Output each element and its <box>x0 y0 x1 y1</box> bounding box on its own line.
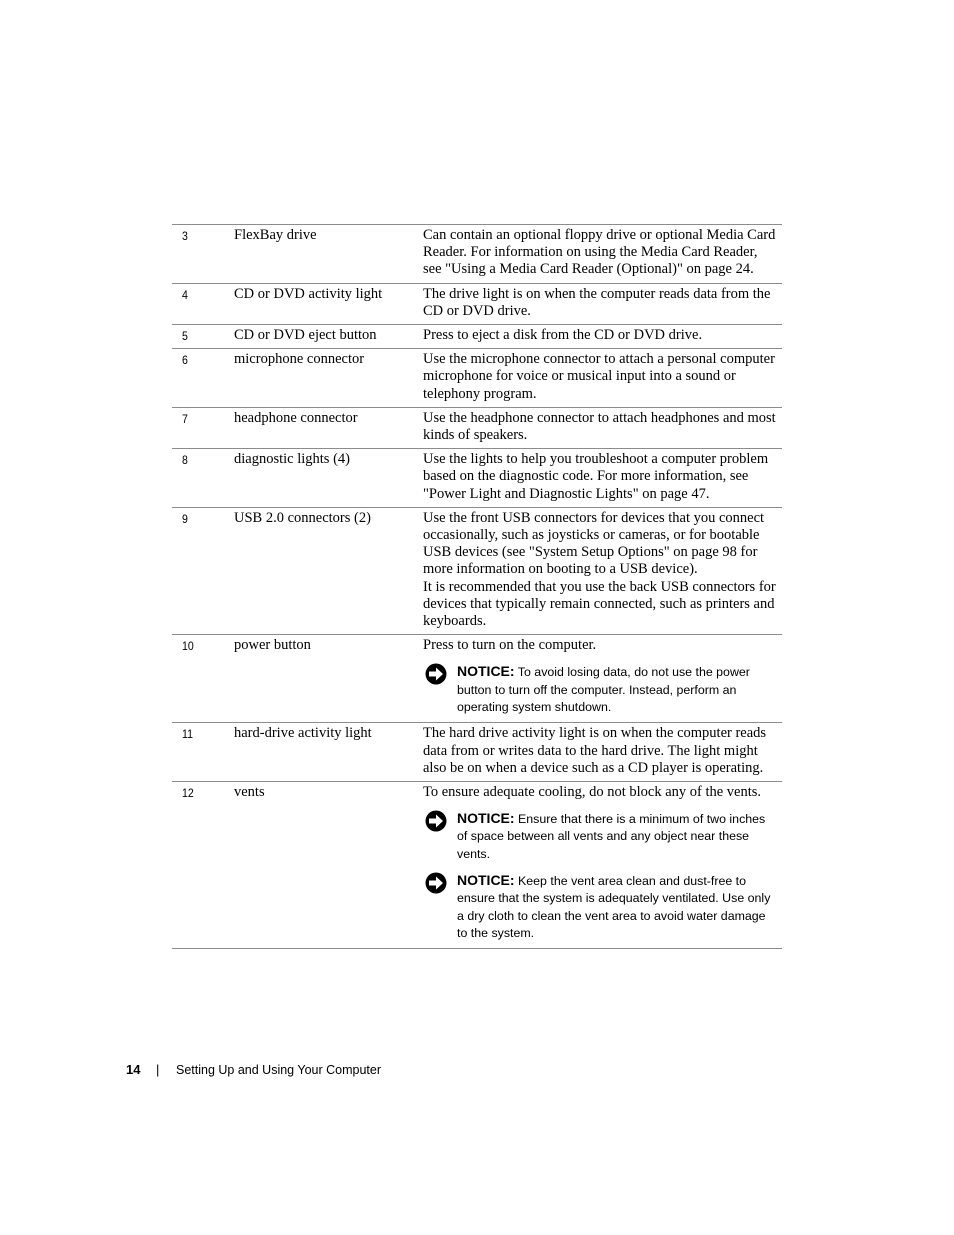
notice-label: NOTICE: <box>457 663 515 680</box>
description-paragraph: Press to eject a disk from the CD or DVD drive. <box>423 327 703 344</box>
notice-box <box>423 810 778 863</box>
item-description <box>423 723 782 782</box>
item-number <box>172 449 234 508</box>
item-name: hard-drive activity light <box>234 723 423 782</box>
notice-arrow-icon <box>425 663 447 685</box>
table-row <box>172 507 782 634</box>
item-description <box>423 283 782 324</box>
item-number-text: 3 <box>182 229 188 243</box>
item-number-text: 7 <box>182 411 188 426</box>
item-number-text: 10 <box>182 639 194 654</box>
section-title: Setting Up and Using Your Computer <box>176 1063 381 1077</box>
item-number-text: 6 <box>182 353 188 368</box>
table-row <box>172 723 782 782</box>
item-name: microphone connector <box>234 349 423 408</box>
item-name: FlexBay drive <box>234 225 423 284</box>
item-name: diagnostic lights (4) <box>234 449 423 508</box>
page-footer <box>126 1062 381 1077</box>
item-description <box>423 449 782 508</box>
description-paragraph: It is recommended that you use the back USB connectors for devices that typically remain connected, such as printers and keyboards. <box>423 578 776 630</box>
item-number <box>172 723 234 782</box>
item-number-text: 4 <box>182 287 188 302</box>
table-row <box>172 225 782 284</box>
item-number-text: 8 <box>182 453 188 468</box>
description-paragraph: The hard drive activity light is on when the computer reads data from or writes data to the hard drive. The light might also be on when a device such as a CD player is operating. <box>423 725 767 776</box>
item-name: vents <box>234 781 423 948</box>
item-number-text: 12 <box>182 785 194 800</box>
component-table <box>172 224 782 949</box>
description-paragraph: Can contain an optional floppy drive or optional Media Card Reader. For information on using the Media Card Reader, see "Using a Media Card Reader (Optional)" on page 24. <box>423 227 776 278</box>
item-description <box>423 349 782 408</box>
item-description <box>423 507 782 634</box>
item-name: USB 2.0 connectors (2) <box>234 507 423 634</box>
notice-text: Ensure that there is a minimum of two inches of space between all vents and any object near these vents. <box>457 812 766 861</box>
description-paragraph: The drive light is on when the computer reads data from the CD or DVD drive. <box>423 285 771 319</box>
item-number <box>172 407 234 448</box>
item-description <box>423 407 782 448</box>
table-row <box>172 325 782 349</box>
description-paragraph: To ensure adequate cooling, do not block any of the vents. <box>423 783 762 800</box>
footer-separator: | <box>156 1062 160 1077</box>
notice-box <box>423 872 778 942</box>
notice-arrow-icon <box>425 810 447 832</box>
item-number-text: 11 <box>182 727 193 742</box>
table-row <box>172 449 782 508</box>
description-paragraph: Use the front USB connectors for devices that you connect occasionally, such as joysticks or cameras, or for bootable USB devices (see "System Setup Options" on page 98 for more information on booting to a USB device). <box>423 509 765 578</box>
item-description <box>423 225 782 284</box>
table-row <box>172 407 782 448</box>
notice-label: NOTICE: <box>457 810 515 827</box>
item-number <box>172 325 234 349</box>
description-paragraph: Use the headphone connector to attach headphones and most kinds of speakers. <box>423 409 776 444</box>
table-row <box>172 781 782 948</box>
item-description <box>423 325 782 349</box>
notice-label: NOTICE: <box>457 872 515 889</box>
page-number: 14 <box>126 1062 141 1077</box>
item-name: power button <box>234 635 423 723</box>
item-name: CD or DVD eject button <box>234 325 423 349</box>
table-row <box>172 283 782 324</box>
item-number-text: 5 <box>182 329 188 344</box>
item-description <box>423 781 782 948</box>
description-paragraph: Use the lights to help you troubleshoot a computer problem based on the diagnostic code. For more information, see "Power Light and Diagnostic Lights" on page 47. <box>423 451 769 502</box>
notice-text: Keep the vent area clean and dust-free to ensure that the system is adequately ventilated. Use only a dry cloth to clean the vent area to avoid water damage to the system. <box>457 874 771 940</box>
item-name: CD or DVD activity light <box>234 283 423 324</box>
item-name: headphone connector <box>234 407 423 448</box>
description-paragraph: Press to turn on the computer. <box>423 637 597 654</box>
notice-box <box>423 663 778 716</box>
item-number <box>172 781 234 948</box>
item-number <box>172 507 234 634</box>
item-number-text: 9 <box>182 511 188 526</box>
item-number <box>172 283 234 324</box>
notice-text: To avoid losing data, do not use the power button to turn off the computer. Instead, perform an operating system shutdown. <box>457 665 750 715</box>
item-number <box>172 349 234 408</box>
item-description <box>423 635 782 723</box>
item-number <box>172 225 234 284</box>
notice-arrow-icon <box>425 872 447 894</box>
table-row <box>172 635 782 723</box>
item-number <box>172 635 234 723</box>
table-body <box>172 225 782 949</box>
table-row <box>172 349 782 408</box>
description-paragraph: Use the microphone connector to attach a personal computer microphone for voice or musical input into a sound or telephony program. <box>423 351 775 402</box>
